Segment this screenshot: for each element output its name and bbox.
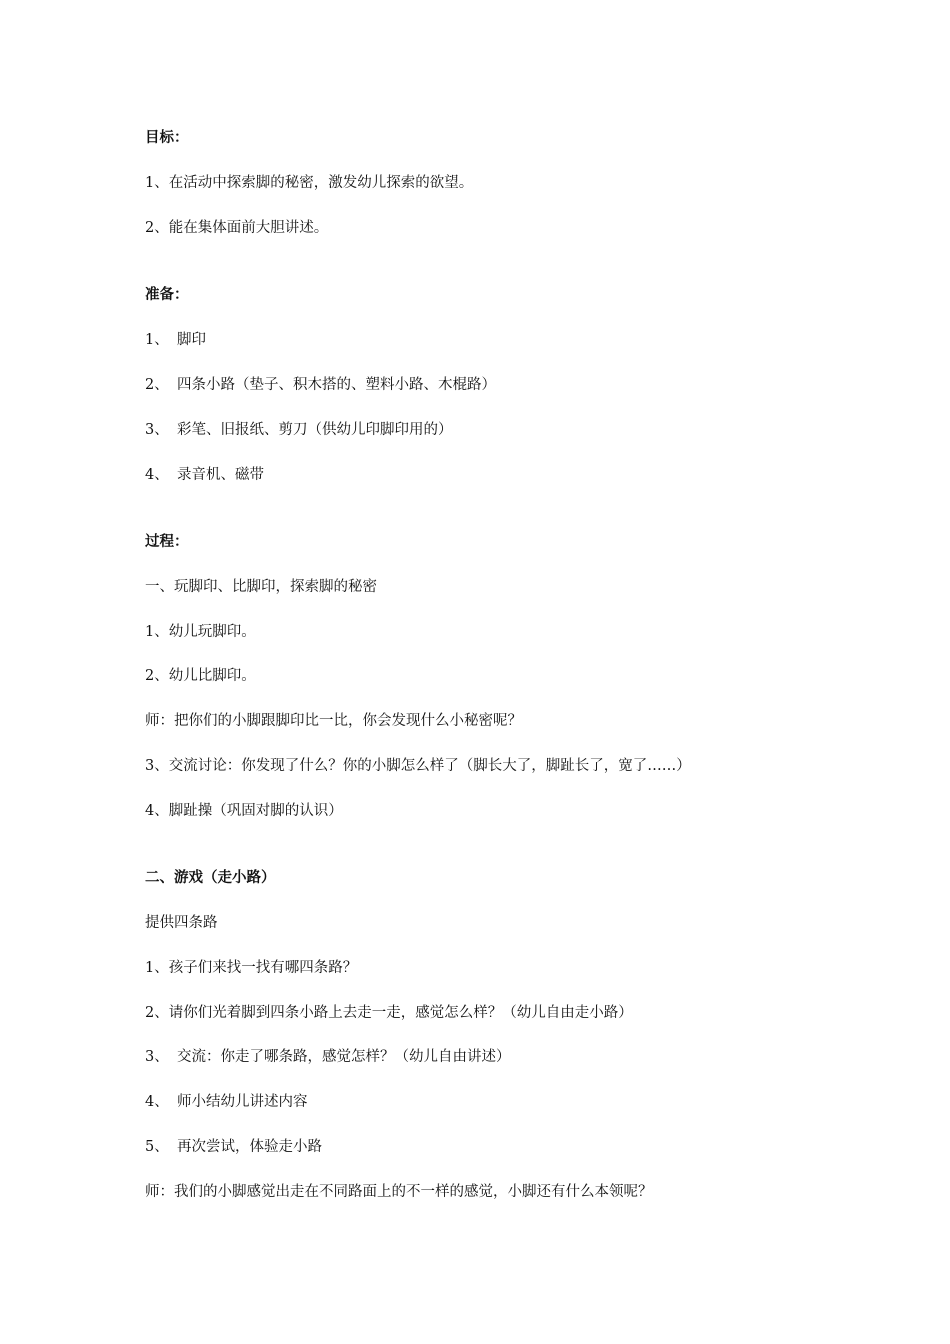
part1-line-1: 1、幼儿玩脚印。: [145, 624, 256, 640]
prep-item-text: 脚印: [177, 332, 206, 348]
goal-item-1: 1、在活动中探索脚的秘密，激发幼儿探索的欲望。: [145, 175, 474, 191]
prep-item-number: 4、: [145, 467, 169, 483]
prep-item-1: [145, 330, 206, 350]
goals-heading: 目标：: [145, 129, 189, 146]
prep-heading: 准备：: [145, 286, 189, 303]
prep-item-text: 录音机、磁带: [177, 467, 264, 483]
part2-item-text: 师小结幼儿讲述内容: [177, 1094, 308, 1110]
prep-item-number: 2、: [145, 377, 169, 393]
part2-item-number: 5、: [145, 1139, 169, 1155]
part1-title: 一、玩脚印、比脚印，探索脚的秘密: [145, 579, 377, 595]
part2-line-2: 2、请你们光着脚到四条小路上去走一走，感觉怎么样？（幼儿自由走小路）: [145, 1005, 633, 1021]
part2-line-1: 1、孩子们来找一找有哪四条路？: [145, 960, 358, 976]
prep-item-number: 1、: [145, 332, 169, 348]
process-heading: 过程：: [145, 533, 189, 550]
part1-line-4: 3、交流讨论：你发现了什么？你的小脚怎么样了（脚长大了，脚趾长了，宽了……）: [145, 758, 691, 774]
part2-item-number: 3、: [145, 1049, 169, 1065]
prep-item-3: [145, 420, 453, 440]
prep-item-number: 3、: [145, 422, 169, 438]
prep-item-4: [145, 465, 264, 485]
part2-item-text: 再次尝试，体验走小路: [177, 1139, 322, 1155]
part2-item-number: 4、: [145, 1094, 169, 1110]
part1-line-5: 4、脚趾操（巩固对脚的认识）: [145, 803, 343, 819]
part2-item-text: 交流：你走了哪条路，感觉怎样？（幼儿自由讲述）: [177, 1049, 511, 1065]
part1-line-2: 2、幼儿比脚印。: [145, 668, 256, 684]
part1-line-3: 师：把你们的小脚跟脚印比一比，你会发现什么小秘密呢？: [145, 713, 522, 729]
goal-item-2: 2、能在集体面前大胆讲述。: [145, 220, 329, 236]
prep-item-2: [145, 375, 496, 395]
part2-title: 二、游戏（走小路）: [145, 869, 276, 886]
part2-item-4: [145, 1092, 308, 1112]
prep-item-text: 彩笔、旧报纸、剪刀（供幼儿印脚印用的）: [177, 422, 453, 438]
part2-item-3: [145, 1047, 511, 1067]
part2-item-5: [145, 1137, 322, 1157]
prep-item-text: 四条小路（垫子、积木搭的、塑料小路、木棍路）: [177, 377, 496, 393]
part2-closing: 师：我们的小脚感觉出走在不同路面上的不一样的感觉，小脚还有什么本领呢？: [145, 1184, 653, 1200]
part2-intro: 提供四条路: [145, 915, 218, 931]
